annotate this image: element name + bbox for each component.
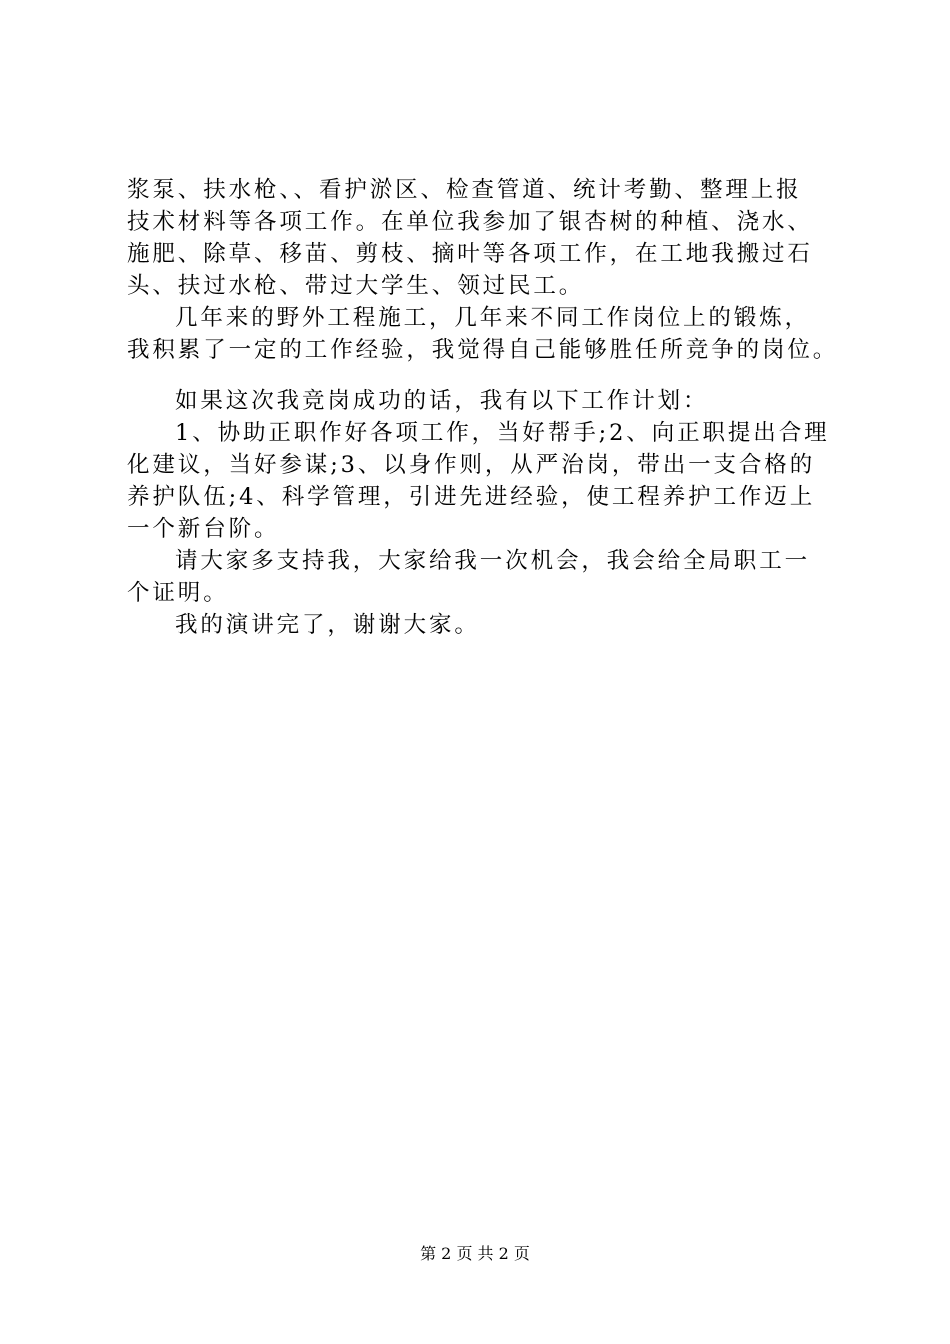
text-line: 几年来的野外工程施工，几年来不同工作岗位上的锻炼， xyxy=(175,305,811,331)
text-line: 一个新台阶。 xyxy=(127,516,280,542)
text-line: 技术材料等各项工作。在单位我参加了银杏树的种植、浇水、 xyxy=(127,209,813,235)
text-line: 养护队伍;4、科学管理，引进先进经验，使工程养护工作迈上 xyxy=(127,484,816,510)
page-number-footer: 第 2 页 共 2 页 xyxy=(420,1244,530,1263)
speech-body xyxy=(127,174,839,641)
text-line: 化建议，当好参谋;3、以身作则，从严治岗，带出一支合格的 xyxy=(127,452,816,478)
text-line: 施肥、除草、移苗、剪枝、摘叶等各项工作，在工地我搬过石 xyxy=(127,241,813,267)
text-line: 我积累了一定的工作经验，我觉得自己能够胜任所竞争的岗位。 xyxy=(127,337,839,363)
text-line: 浆泵、扶水枪、、看护淤区、检查管道、统计考勤、整理上报 xyxy=(127,177,802,203)
text-line: 请大家多支持我，大家给我一次机会，我会给全局职工一 xyxy=(175,548,811,574)
text-line: 如果这次我竞岗成功的话，我有以下工作计划： xyxy=(175,388,709,414)
text-line: 我的演讲完了，谢谢大家。 xyxy=(175,612,480,638)
text-line: 1、协助正职作好各项工作，当好帮手;2、向正职提出合理 xyxy=(175,420,830,446)
text-line: 个证明。 xyxy=(127,580,229,606)
text-line: 头、扶过水枪、带过大学生、领过民工。 xyxy=(127,273,585,299)
